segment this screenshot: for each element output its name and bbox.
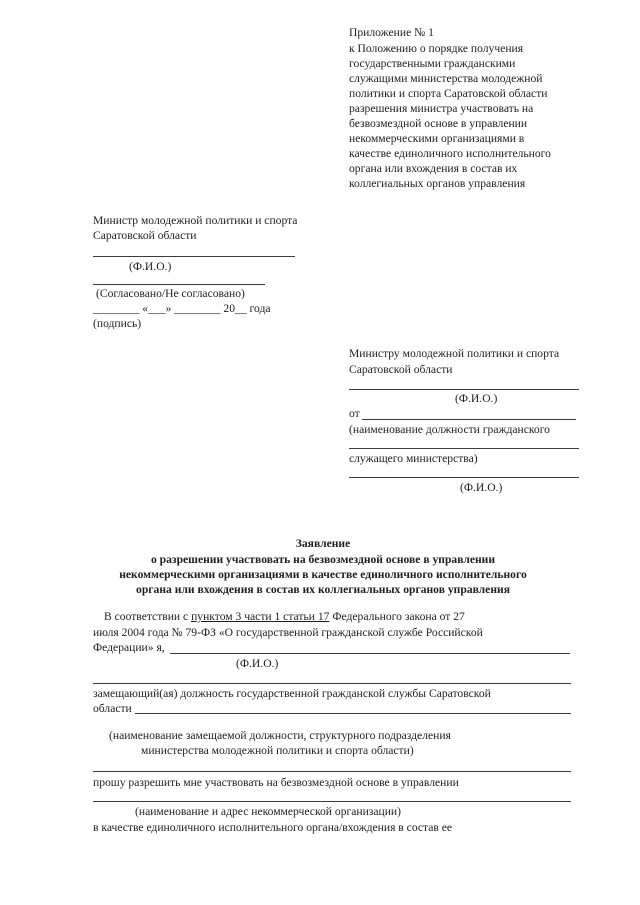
body-line [104,609,465,624]
title-line: о разрешении участвовать на безвозмездной основе в управлении [150,553,496,566]
appendix-line: государственными гражданскими [349,57,516,70]
agreed-caption: (Согласовано/Не согласовано) [96,287,245,300]
from-label: от [349,407,360,420]
addressee-line: Саратовской области [349,363,453,376]
title-line: органа или вхождения в состав их коллегиальных органов управления [136,583,510,596]
appendix-line: к Положению о порядке получения [349,42,524,55]
appendix-line: безвозмездной основе в управлении [349,117,528,130]
body-line: Федерации» я, [93,641,165,654]
decision-blank-line [93,284,265,285]
blank-line [93,683,571,684]
organization-blank-line [93,801,571,802]
approval-title-line: Министр молодежной политики и спорта [93,214,298,227]
name-blank-line [170,653,570,654]
position-blank-line [135,713,571,714]
fio-caption: (Ф.И.О.) [129,260,172,273]
from-blank-line [362,419,576,420]
position-hint: служащего министерства) [349,452,478,465]
organization-hint: (наименование и адрес некоммерческой организации) [135,805,401,818]
appendix-line: Приложение № 1 [349,26,434,39]
body-text: В соответствии с [104,610,192,623]
appendix-line: служащими министерства молодежной [349,72,543,85]
blank-line [93,771,571,772]
appendix-line: органа или вхождения в состав их [349,162,518,175]
appendix-line: некоммерческими организациями в [349,132,525,145]
fio-caption: (Ф.И.О.) [236,657,279,670]
appendix-line: качестве единоличного исполнительного [349,147,551,160]
position-hint: (наименование должности гражданского [349,423,550,436]
fio-blank-line [349,389,579,390]
position-hint: (наименование замещаемой должности, структурного подразделения [109,729,451,742]
body-line: в качестве единоличного исполнительного органа/вхождения в состав ее [93,821,453,834]
fio-blank-line [93,256,295,257]
appendix-line: политики и спорта Саратовской области [349,87,548,100]
body-line: прошу разрешить мне участвовать на безвозмездной основе в управлении [93,776,459,789]
fio-caption: (Ф.И.О.) [460,481,503,494]
fio-caption: (Ф.И.О.) [455,392,498,405]
date-line: ________ «___» ________ 20__ года [93,302,271,315]
position-hint: министерства молодежной политики и спорта области) [141,744,414,757]
appendix-line: разрешения министра участвовать на [349,102,534,115]
body-line: июля 2004 года № 79-ФЗ «О государственной гражданской службе Российской [93,626,483,639]
appendix-line: коллегиальных органов управления [349,177,526,190]
signature-caption: (подпись) [93,317,142,330]
fio-blank-line [349,477,579,478]
title-line: Заявление [295,537,351,550]
body-line: замещающий(ая) должность государственной гражданской службы Саратовской [93,687,491,700]
title-line: некоммерческими организациями в качестве единоличного исполнительного [119,568,527,581]
body-line: области [93,702,132,715]
law-reference-link[interactable]: пунктом 3 части 1 статьи 17 [191,610,330,623]
addressee-line: Министру молодежной политики и спорта [349,347,560,360]
approval-title-line: Саратовской области [93,229,197,242]
body-text: Федерального закона от 27 [329,610,465,623]
position-blank-line [349,448,579,449]
